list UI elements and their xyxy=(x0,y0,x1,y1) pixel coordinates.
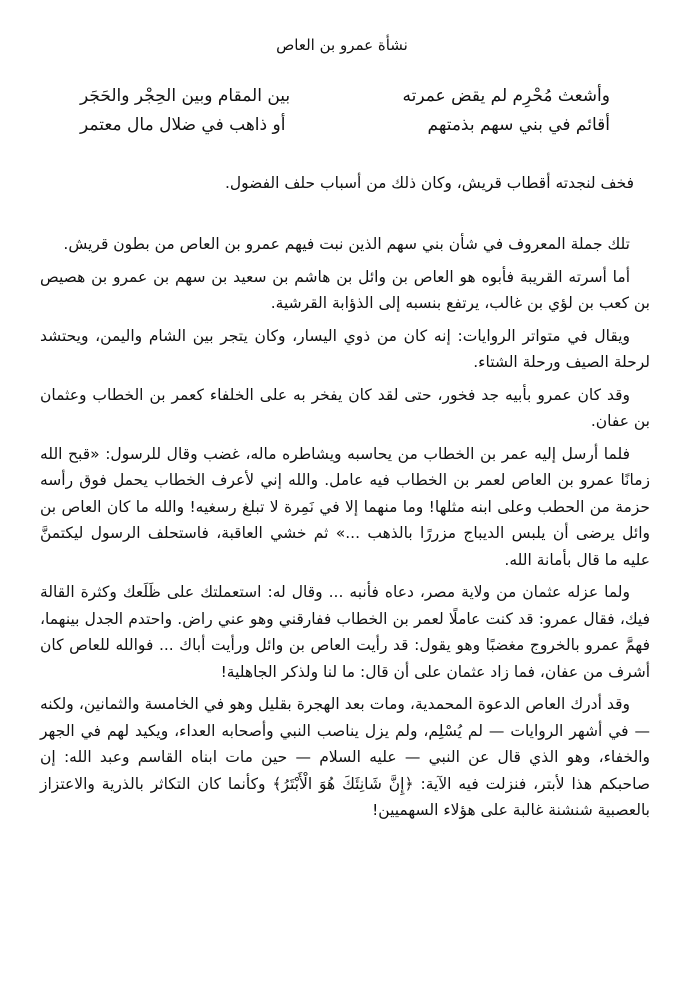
paragraph: وقد أدرك العاص الدعوة المحمدية، ومات بعد الهجرة بقليل وهو في الخامسة والثمانين، ولكنه — في أشهر الروايات — لم يُسْلِم، ولم يزل يناصب النبي وأصحابه العداء، ويكيد لهم في الجهر والخفاء، وهو الذي قال عن النبي — عليه السلام — حين مات ابناه القاسم وعبد الله: إن صاحبكم هذا لأبتر، فنزلت فيه الآية: ﴿إِنَّ شَانِئَكَ هُوَ الْأَبْتَرُ﴾ وكأنما كان التكاثر بالذرية والاعتزاز بالعصبية شنشنة غالبة على هؤلاء السهميين! xyxy=(40,695,650,819)
verse-second-hemistich: أو ذاهب في ضلال مال معتمر xyxy=(80,115,286,135)
running-header xyxy=(0,34,684,56)
body-text xyxy=(40,231,650,824)
paragraph: ولما عزله عثمان من ولاية مصر، دعاه فأنبه ... وقال له: استعملتك على ظَلَعك وكثرة القالة فيك، فقال عمرو: قد كنت عاملًا لعمر بن الخطاب ففارقني وهو عني راض. واحتدم الجدل بينهما، فهمَّ عمرو بالخروج مغضبًا وهو يقول: قد رأيت العاص بن وائل ورأيت أباك ... فوالله للعاص كان أشرف من عفان، فما زاد عثمان على أن قال: ما لنا ولذكر الجاهلية! xyxy=(40,583,650,681)
paragraph: ويقال في متواتر الروايات: إنه كان من ذوي اليسار، وكان يتجر بين الشام واليمن، ويحتشد لرحلة الصيف ورحلة الشتاء. xyxy=(40,326,650,371)
poem-conclusion xyxy=(40,170,654,197)
verse-first-hemistich: وأشعث مُحْرِم لم يقض عمرته xyxy=(402,86,610,106)
verse-first-hemistich: أقائم في بني سهم بذمتهم xyxy=(427,115,610,135)
paragraph: أما أسرته القريبة فأبوه هو العاص بن وائل بن هاشم بن سعيد بن سهم بن عمرو بن هصيص بن كعب بن لؤي بن غالب، يرتفع بنسبه إلى الذؤابة القرشية. xyxy=(40,267,650,312)
paragraph: فلما أرسل إليه عمر بن الخطاب من يحاسبه ويشاطره ماله، غضب وقال للرسول: «قبح الله زمانًا عمرو بن العاص لعمر بن الخطاب فيه عامل. والله إني لأعرف الخطاب يحمل فوق رأسه حزمة من الحطب وعلى ابنه مثلها! وما منهما إلا في نَمِرة لا تبلغ رسغيه! والله ما كان العاص بن وائل يرضى أن يلبس الديباج مزررًا بالذهب ...» ثم خشي العاقبة، فاستحلف الرسول ليكتمنَّ عليه ما قال بأمانة الله. xyxy=(40,444,650,569)
paragraph: فخف لنجدته أقطاب قريش، وكان ذلك من أسباب حلف الفضول. xyxy=(224,174,634,192)
paragraph: وقد كان عمرو بأبيه جد فخور، حتى لقد كان يفخر به على الخلفاء كعمر بن الخطاب وعثمان بن عفان. xyxy=(40,385,650,430)
verse-second-hemistich: بين المقام وبين الحِجْر والحَجَر xyxy=(80,86,291,106)
chapter-title: نشأة عمرو بن العاص xyxy=(276,36,408,54)
poem xyxy=(80,82,610,140)
poem-verse xyxy=(80,82,610,111)
poem-verse xyxy=(80,111,610,140)
paragraph: تلك جملة المعروف في شأن بني سهم الذين نبت فيهم عمرو بن العاص من بطون قريش. xyxy=(63,235,630,253)
